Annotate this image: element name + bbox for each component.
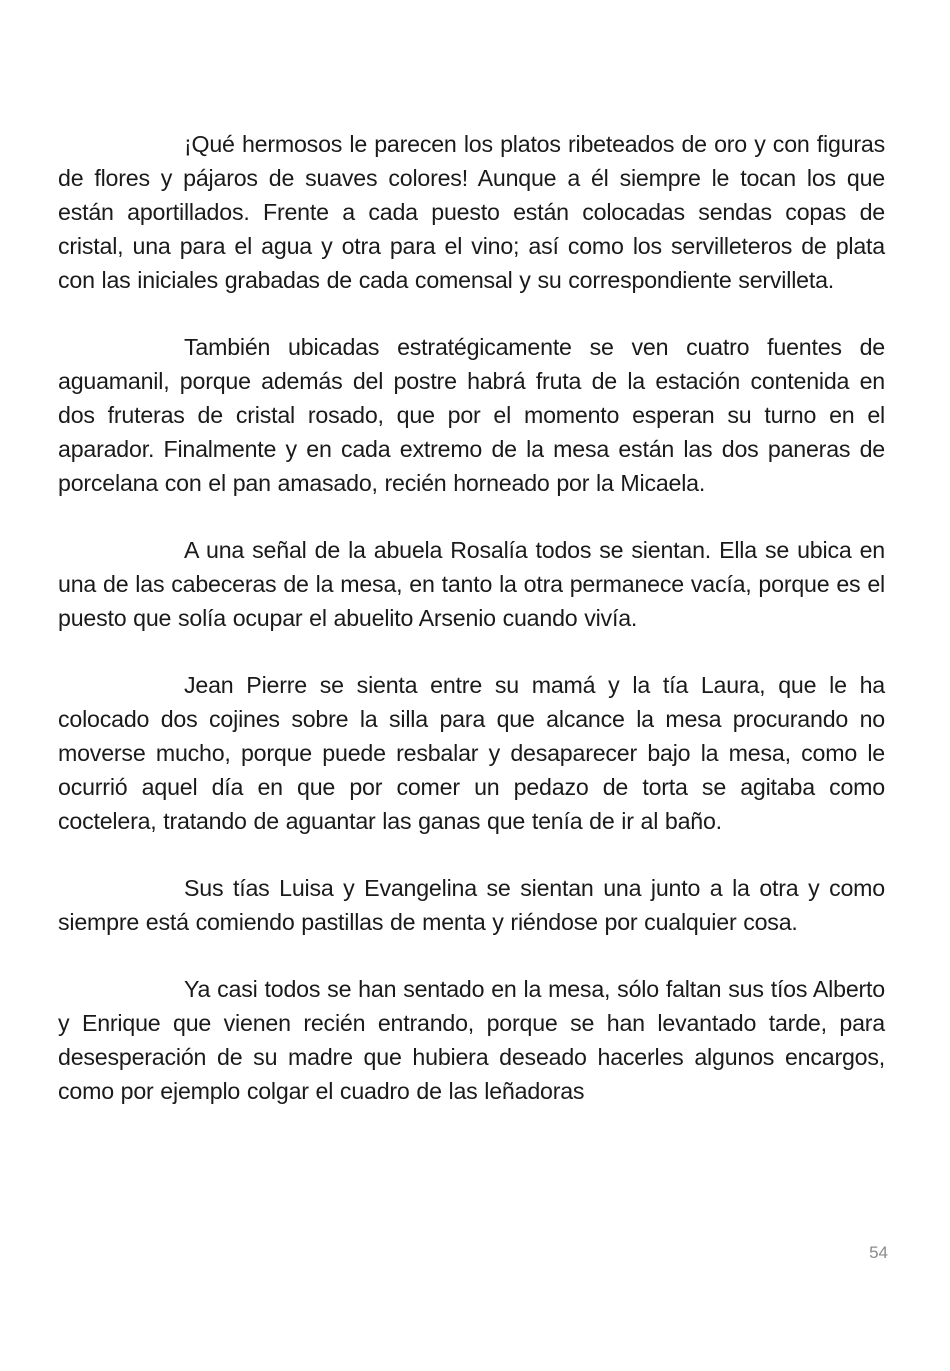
paragraph: También ubicadas estratégicamente se ven cuatro fuentes de aguamanil, porque además del postre habrá fruta de la estación contenida en dos fruteras de cristal rosado, que por el momento esperan su turno en el aparador. Finalmente y en cada extremo de la mesa están las dos paneras de porcelana con el pan amasado, recién horneado por la Micaela.	[58, 334, 885, 496]
page-body	[58, 127, 885, 1141]
paragraph: A una señal de la abuela Rosalía todos se sientan. Ella se ubica en una de las cabeceras de la mesa, en tanto la otra permanece vacía, porque es el puesto que solía ocupar el abuelito Arsenio cuando vivía.	[58, 537, 885, 631]
paragraph: Sus tías Luisa y Evangelina se sientan una junto a la otra y como siempre está comiendo pastillas de menta y riéndose por cualquier cosa.	[58, 875, 885, 935]
paragraph: Jean Pierre se sienta entre su mamá y la tía Laura, que le ha colocado dos cojines sobre la silla para que alcance la mesa procurando no moverse mucho, porque puede resbalar y desaparecer bajo la mesa, como le ocurrió aquel día en que por comer un pedazo de torta se agitaba como coctelera, tratando de aguantar las ganas que tenía de ir al baño.	[58, 672, 885, 834]
page-number: 54	[869, 1243, 888, 1262]
paragraph: Ya casi todos se han sentado en la mesa, sólo faltan sus tíos Alberto y Enrique que vienen recién entrando, porque se han levantado tarde, para desesperación de su madre que hubiera deseado hacerles algunos encargos, como por ejemplo colgar el cuadro de las leñadoras	[58, 976, 885, 1104]
paragraph: ¡Qué hermosos le parecen los platos ribeteados de oro y con figuras de flores y pájaros de suaves colores! Aunque a él siempre le tocan los que están aportillados. Frente a cada puesto están colocadas sendas copas de cristal, una para el agua y otra para el vino; así como los servilleteros de plata con las iniciales grabadas de cada comensal y su correspondiente servilleta.	[58, 131, 885, 293]
